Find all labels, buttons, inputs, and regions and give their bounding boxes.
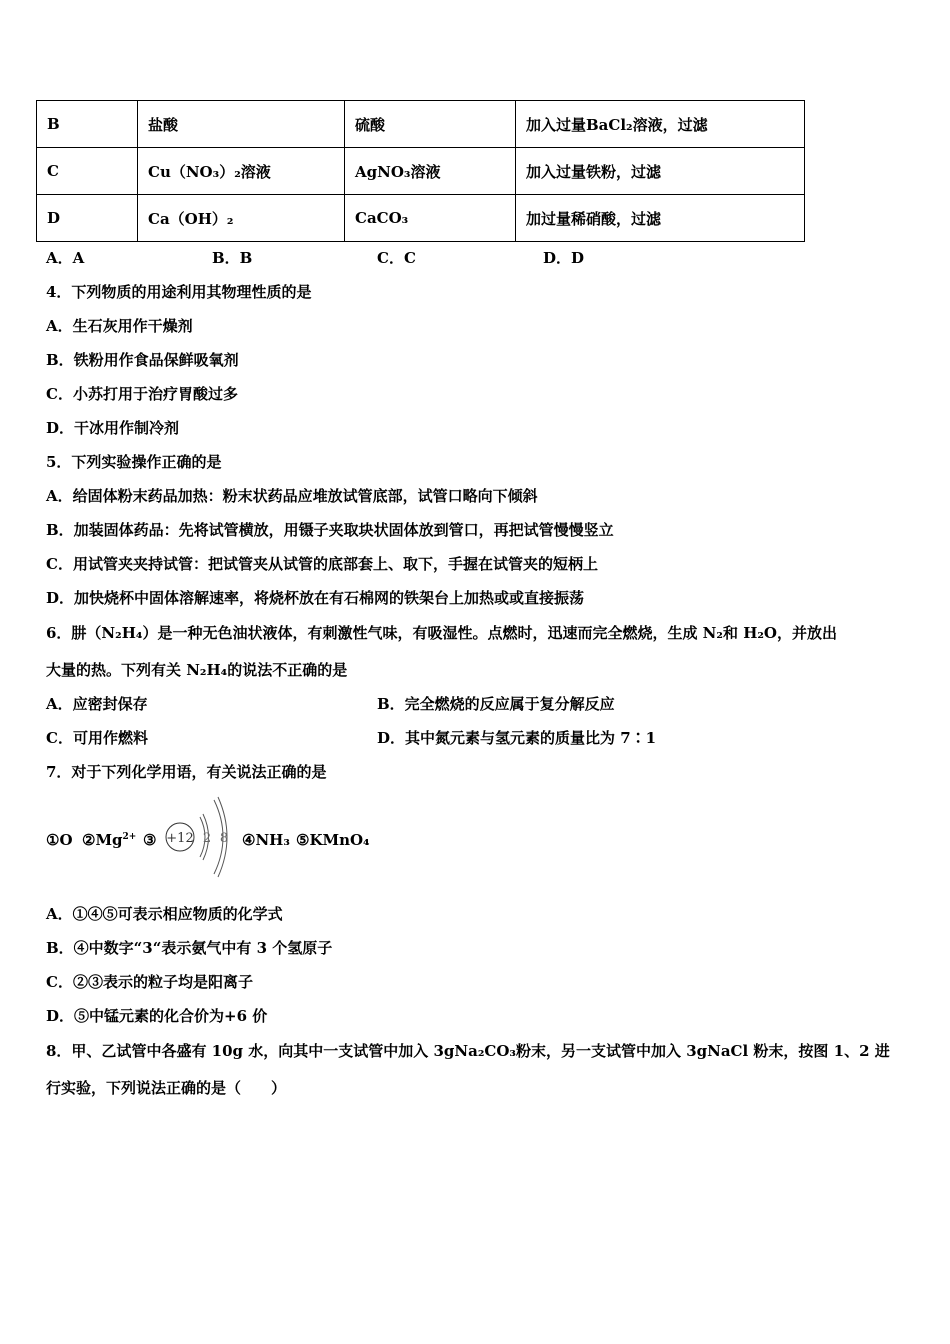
impurity-cell: AgNO₃溶液 <box>345 148 516 195</box>
q8-stem-line2: 行实验，下列说法正确的是（ ） <box>46 1079 287 1097</box>
method-cell: 加过量稀硝酸，过滤 <box>516 195 805 242</box>
q6-stem-line2: 大量的热。下列有关 N₂H₄的说法不正确的是 <box>46 661 348 679</box>
q6-option-b: B．完全燃烧的反应属于复分解反应 <box>377 695 615 713</box>
method-cell: 加入过量BaCl₂溶液，过滤 <box>516 101 805 148</box>
symbol-magnesium-ion <box>82 831 136 849</box>
q5-option-b: B．加装固体药品：先将试管横放，用镊子夹取块状固体放到管口，再把试管慢慢竖立 <box>46 521 614 539</box>
q4-option-c: C．小苏打用于治疗胃酸过多 <box>46 385 238 403</box>
q6-option-d: D．其中氮元素与氢元素的质量比为 7∶1 <box>377 729 657 747</box>
table-row <box>37 195 805 242</box>
row-label: B <box>37 101 138 148</box>
symbol-oxygen: ①O <box>46 831 73 849</box>
q7-stem: 7．对于下列化学用语，有关说法正确的是 <box>46 763 327 781</box>
q8-stem-line1: 8．甲、乙试管中各盛有 10g 水，向其中一支试管中加入 3gNa₂CO₃粉末，另一支试管中加入 3gNaCl 粉末，按图 1、2 进 <box>46 1042 890 1060</box>
impurity-cell: 硫酸 <box>345 101 516 148</box>
table-row <box>37 101 805 148</box>
shell-2-electrons: 8 <box>219 831 229 846</box>
q4-option-b: B．铁粉用作食品保鲜吸氧剂 <box>46 351 239 369</box>
mg-charge: 2+ <box>122 832 137 842</box>
q4-stem: 4．下列物质的用途利用其物理性质的是 <box>46 283 312 301</box>
q4-option-a: A．生石灰用作干燥剂 <box>46 317 193 335</box>
symbol-potassium-permanganate: ⑤KMnO₄ <box>296 831 370 849</box>
q3-option-d: D．D <box>543 249 585 267</box>
q5-option-d: D．加快烧杯中固体溶解速率，将烧杯放在有石棉网的铁架台上加热或或直接振荡 <box>46 589 585 607</box>
nucleus-charge: +12 <box>166 831 194 846</box>
q7-option-b: B．④中数字“3“表示氨气中有 3 个氢原子 <box>46 939 333 957</box>
mg-symbol: ②Mg <box>82 831 123 849</box>
q6-stem-line1: 6．肼（N₂H₄）是一种无色油状液体，有刺激性气味，有吸湿性。点燃时，迅速而完全燃烧，生成 N₂和 H₂O，并放出 <box>46 624 837 642</box>
q7-option-d: D．⑤中锰元素的化合价为+6 价 <box>46 1007 268 1025</box>
mixture-cell: Ca（OH）₂ <box>138 195 345 242</box>
q6-option-c: C．可用作燃料 <box>46 729 148 747</box>
q5-stem: 5．下列实验操作正确的是 <box>46 453 222 471</box>
mixture-cell: 盐酸 <box>138 101 345 148</box>
q5-option-a: A．给固体粉末药品加热：粉末状药品应堆放试管底部，试管口略向下倾斜 <box>46 487 538 505</box>
mixture-cell: Cu（NO₃）₂溶液 <box>138 148 345 195</box>
symbol-structure-label: ③ <box>143 831 157 849</box>
q3-option-c: C．C <box>377 249 416 267</box>
q5-option-c: C．用试管夹夹持试管：把试管夹从试管的底部套上、取下，手握在试管夹的短柄上 <box>46 555 598 573</box>
q7-option-c: C．②③表示的粒子均是阳离子 <box>46 973 253 991</box>
q7-option-a: A．①④⑤可表示相应物质的化学式 <box>46 905 283 923</box>
q3-option-b: B．B <box>212 249 253 267</box>
row-label: D <box>37 195 138 242</box>
q4-option-d: D．干冰用作制冷剂 <box>46 419 180 437</box>
q3-option-a: A．A <box>46 249 85 267</box>
table-row <box>37 148 805 195</box>
symbol-ammonia: ④NH₃ <box>242 831 290 849</box>
atomic-structure-diagram <box>160 792 240 878</box>
reagent-table <box>36 100 805 242</box>
method-cell: 加入过量铁粉，过滤 <box>516 148 805 195</box>
row-label: C <box>37 148 138 195</box>
q6-option-a: A．应密封保存 <box>46 695 148 713</box>
impurity-cell: CaCO₃ <box>345 195 516 242</box>
shell-1-electrons: 2 <box>202 831 212 846</box>
